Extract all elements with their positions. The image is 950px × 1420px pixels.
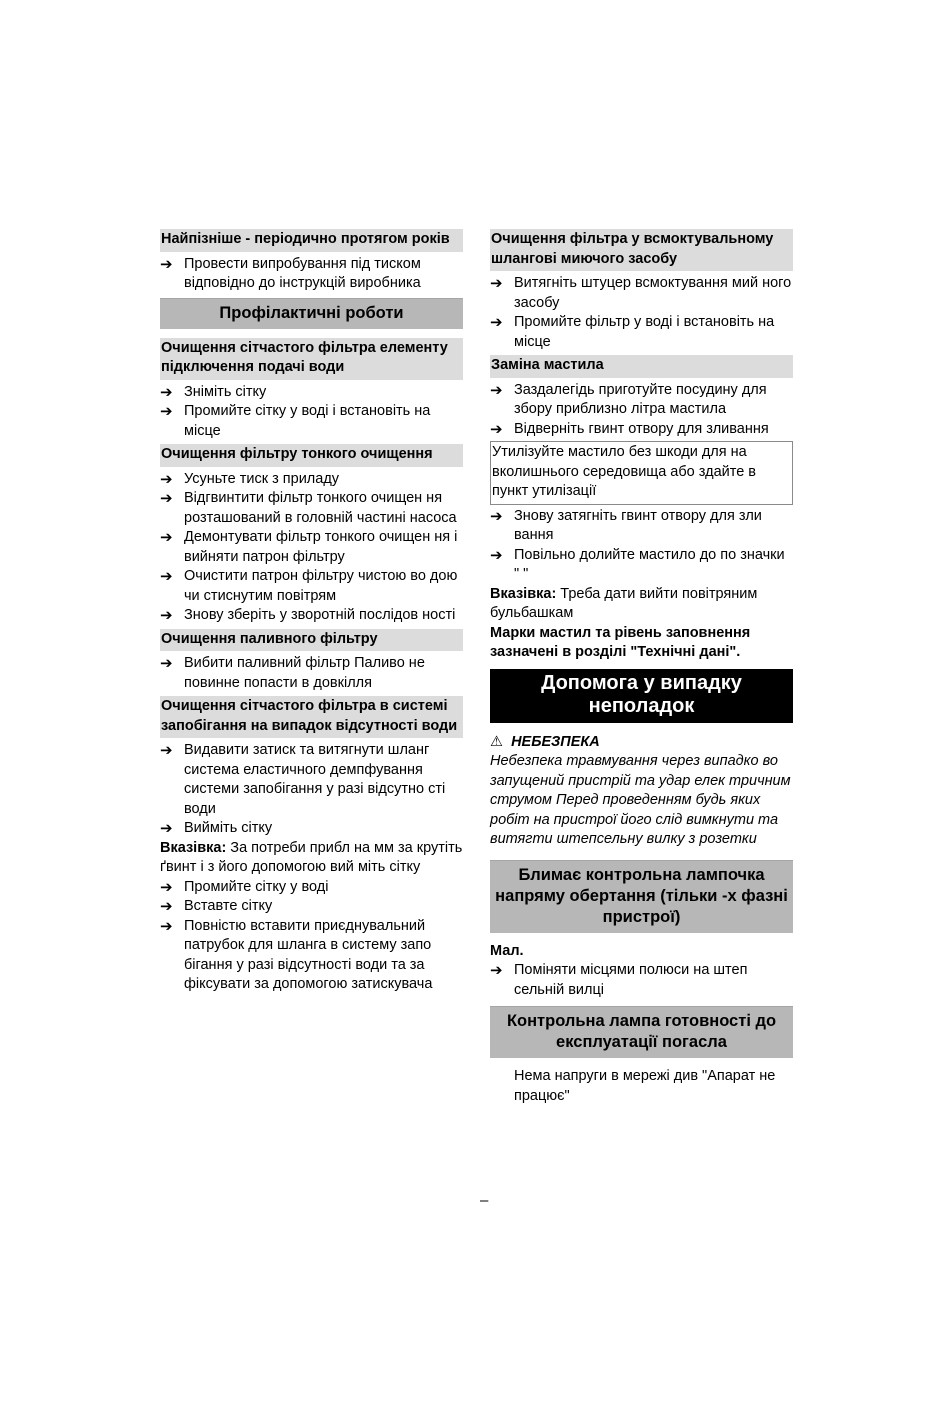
arrow-right-icon: ➔ — [160, 898, 173, 915]
heading-mesh-filter-supply: Очищення сітчастого фільтра елементу підключення подачі води — [160, 338, 463, 380]
arrow-right-icon: ➔ — [160, 878, 173, 896]
heading-latest-periodic: Найпізніше - періодично протягом років — [160, 229, 463, 252]
list-item: ➔ Вибити паливний фільтр Паливо не повинне попасти в довкілля — [160, 655, 425, 691]
list-item: ➔ Заздалегідь приготуйте посудину для збору приблизно літра мастила — [490, 381, 767, 417]
arrow-right-icon: ➔ — [160, 470, 173, 488]
arrow-right-icon: ➔ — [160, 917, 173, 935]
warning-triangle-icon: ⚠ — [490, 733, 503, 750]
list-item: ➔ Очистити патрон фільтру чистою во дою чи стиснутим повітрям — [160, 568, 458, 604]
arrow-right-icon: ➔ — [490, 420, 503, 438]
list-item: ➔ Промийте сітку у воді і встановіть на місце — [160, 403, 431, 439]
heading-mesh-filter-dry-run: Очищення сітчастого фільтра в системі запобігання на випадок відсутності води — [160, 696, 463, 738]
list-item: ➔ Демонтувати фільтр тонкого очищен ня і вийняти патрон фільтру — [160, 529, 458, 565]
list-item: ➔ Знову затягніть гвинт отвору для зли вання — [490, 507, 762, 543]
list-item: ➔ Вийміть сітку — [160, 820, 273, 837]
note: Вказівка: Треба дати вийти повітряним бульбашкам — [490, 585, 758, 621]
arrow-right-icon: ➔ — [160, 742, 173, 759]
arrow-right-icon: ➔ — [490, 962, 503, 979]
arrow-right-icon: ➔ — [490, 507, 503, 525]
disposal-notice-box: Утилізуйте мастило без шкоди для на вколишнього середовища або здайте в пункт утилізації — [490, 441, 793, 505]
list-item: ➔ Зніміть сітку — [160, 383, 267, 401]
list-item: ➔ Усуньте тиск з приладу — [160, 470, 340, 488]
oil-brands-note: Марки мастил та рівень заповнення зазначені в розділі "Технічні дані". — [490, 624, 751, 660]
list-item: ➔ Промийте фільтр у воді і встановіть на місце — [490, 314, 775, 350]
arrow-right-icon: ➔ — [160, 607, 173, 624]
heading-maintenance: Профілактичні роботи — [160, 298, 463, 329]
heading-ready-lamp: Контрольна лампа готовності до експлуатації погасла — [490, 1006, 793, 1058]
arrow-right-icon: ➔ — [160, 403, 173, 420]
arrow-right-icon: ➔ — [160, 255, 173, 273]
left-column — [160, 229, 463, 995]
right-column — [490, 229, 793, 1106]
danger-title: НЕБЕЗПЕКА — [511, 733, 600, 750]
list-item: ➔ Поміняти місцями полюси на штеп сельній вилці — [490, 962, 748, 998]
heading-oil-change: Заміна мастила — [490, 355, 793, 378]
list-item: ➔ Знову зберіть у зворотній послідов ності — [160, 607, 456, 624]
heading-troubleshooting: Допомога у випадку неполадок — [490, 669, 793, 723]
heading-fine-filter: Очищення фільтру тонкого очищення — [160, 444, 463, 467]
list-item: ➔ Промийте сітку у воді — [160, 878, 329, 896]
arrow-right-icon: ➔ — [160, 529, 173, 546]
arrow-right-icon: ➔ — [490, 314, 503, 331]
note: Вказівка: За потреби прибл на мм за крутіть ґвинт і з його допомогою вий міть сітку — [160, 839, 463, 875]
danger-text: Небезпека травмування через випадко во запущений пристрій та удар елек тричним струмом Перед проведенням будь яких робіт на пристрої його слід вимкнути та витягти штепсельну вилку з розетки — [490, 753, 791, 847]
arrow-right-icon: ➔ — [490, 275, 503, 292]
page-number: – — [480, 1192, 489, 1209]
arrow-right-icon: ➔ — [490, 381, 503, 399]
heading-suction-filter: Очищення фільтра у всмоктувальному шлангові миючого засобу — [490, 229, 793, 271]
no-voltage-text: Нема напруги в мережі див "Апарат не працює" — [514, 1068, 776, 1104]
heading-rotation-lamp: Блимає контрольна лампочка напряму обертання (тільки -х фазні пристрої) — [490, 860, 793, 933]
arrow-right-icon: ➔ — [160, 490, 173, 507]
list-item: ➔ Витягніть штуцер всмоктування мий ного засобу — [490, 275, 792, 311]
heading-fuel-filter: Очищення паливного фільтру — [160, 629, 463, 652]
list-item: ➔ Відгвинтити фільтр тонкого очищен ня розташований в головній частині насоса — [160, 490, 457, 526]
figure-label: Мал. — [490, 942, 524, 959]
arrow-right-icon: ➔ — [490, 546, 503, 564]
list-item: ➔ Провести випробування під тиском відповідно до інструкцій виробника — [160, 255, 421, 291]
list-item: ➔ Повністю вставити приєднувальний патрубок для шланга в систему запо бігання у разі відсутності води та за фіксувати за допомогою затискувача — [160, 917, 433, 992]
danger-warning — [490, 733, 793, 850]
arrow-right-icon: ➔ — [160, 655, 173, 672]
arrow-right-icon: ➔ — [160, 383, 173, 401]
list-item: ➔ Видавити затиск та витягнути шланг система еластичного демпфування системи запобігання у разі відсутно сті води — [160, 742, 446, 817]
arrow-right-icon: ➔ — [160, 820, 173, 837]
arrow-right-icon: ➔ — [160, 568, 173, 585]
list-item: ➔ Відверніть гвинт отвору для зливання — [490, 420, 769, 438]
list-item: ➔ Вставте сітку — [160, 898, 273, 915]
list-item: ➔ Повільно долийте мастило до по значки " " — [490, 546, 785, 582]
